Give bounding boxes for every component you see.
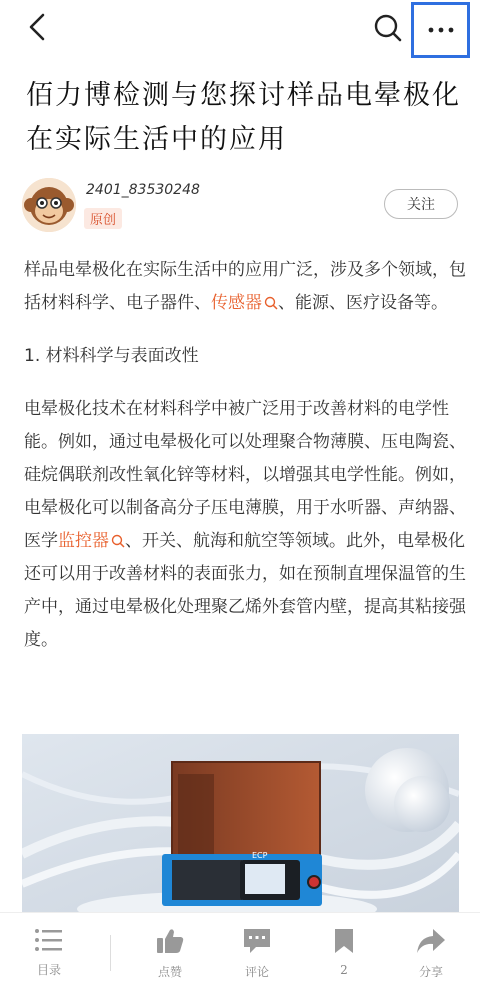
monkey-avatar-icon [22,178,76,232]
article-body [24,254,466,677]
article-image[interactable] [22,734,459,914]
body-paragraph: 电晕极化技术在材料科学中被广泛用于改善材料的电学性能。例如，通过电晕极化可以处理聚合物薄膜、压电陶瓷、硅烷偶联剂改性氧化锌等材料，以增强其电学性能。例如，电晕极化可以制备高分子压电薄膜，用于水听器、声纳器、医学监控器 、开关、航海和航空等领域。此外，电晕极化还可以用于改善材料的表面张力，如在预制直埋保温管的生产中，通过电晕极化处理聚乙烯外套管内壁，提高其粘接强度。 [24,399,466,650]
author-row [22,178,462,234]
top-bar [0,0,480,60]
section-heading: 1. 材料科学与表面改性 [24,346,199,366]
favorite-button[interactable]: 2 [309,927,379,977]
search-icon [373,13,403,43]
share-button[interactable]: 分享 [396,927,466,980]
chevron-left-icon [27,12,47,42]
comment-icon [242,927,272,955]
intro-paragraph: 样品电晕极化在实际生活中的应用广泛，涉及多个领域，包括材料科学、电子器件、传感器 、能源、医疗设备等。 [24,260,466,313]
comment-button[interactable]: 评论 [222,927,292,980]
more-options-button[interactable] [411,2,470,58]
more-dots-icon [428,26,454,34]
list-icon [34,927,64,953]
monitor-link[interactable]: 监控器 [58,531,125,551]
toc-button[interactable]: 目录 [14,927,84,978]
toolbar-divider [110,935,111,971]
back-button[interactable] [22,10,52,44]
follow-button[interactable]: 关注 [384,189,458,219]
like-button[interactable]: 点赞 [135,927,205,980]
share-arrow-icon [415,927,447,955]
device-product-image [22,734,459,914]
sensor-link[interactable]: 传感器 [211,293,278,313]
author-name[interactable]: 2401_83530248 [86,182,200,198]
avatar[interactable] [22,178,76,232]
search-icon [111,534,125,548]
device-brand-label: ECP [252,851,268,860]
bottom-toolbar [0,912,480,989]
search-button[interactable] [370,10,406,46]
bookmark-icon [332,927,356,955]
original-badge: 原创 [84,208,122,229]
thumbs-up-icon [155,927,185,955]
article-title: 佰力博检测与您探讨样品电晕极化在实际生活中的应用 [26,80,461,155]
search-icon [264,296,278,310]
